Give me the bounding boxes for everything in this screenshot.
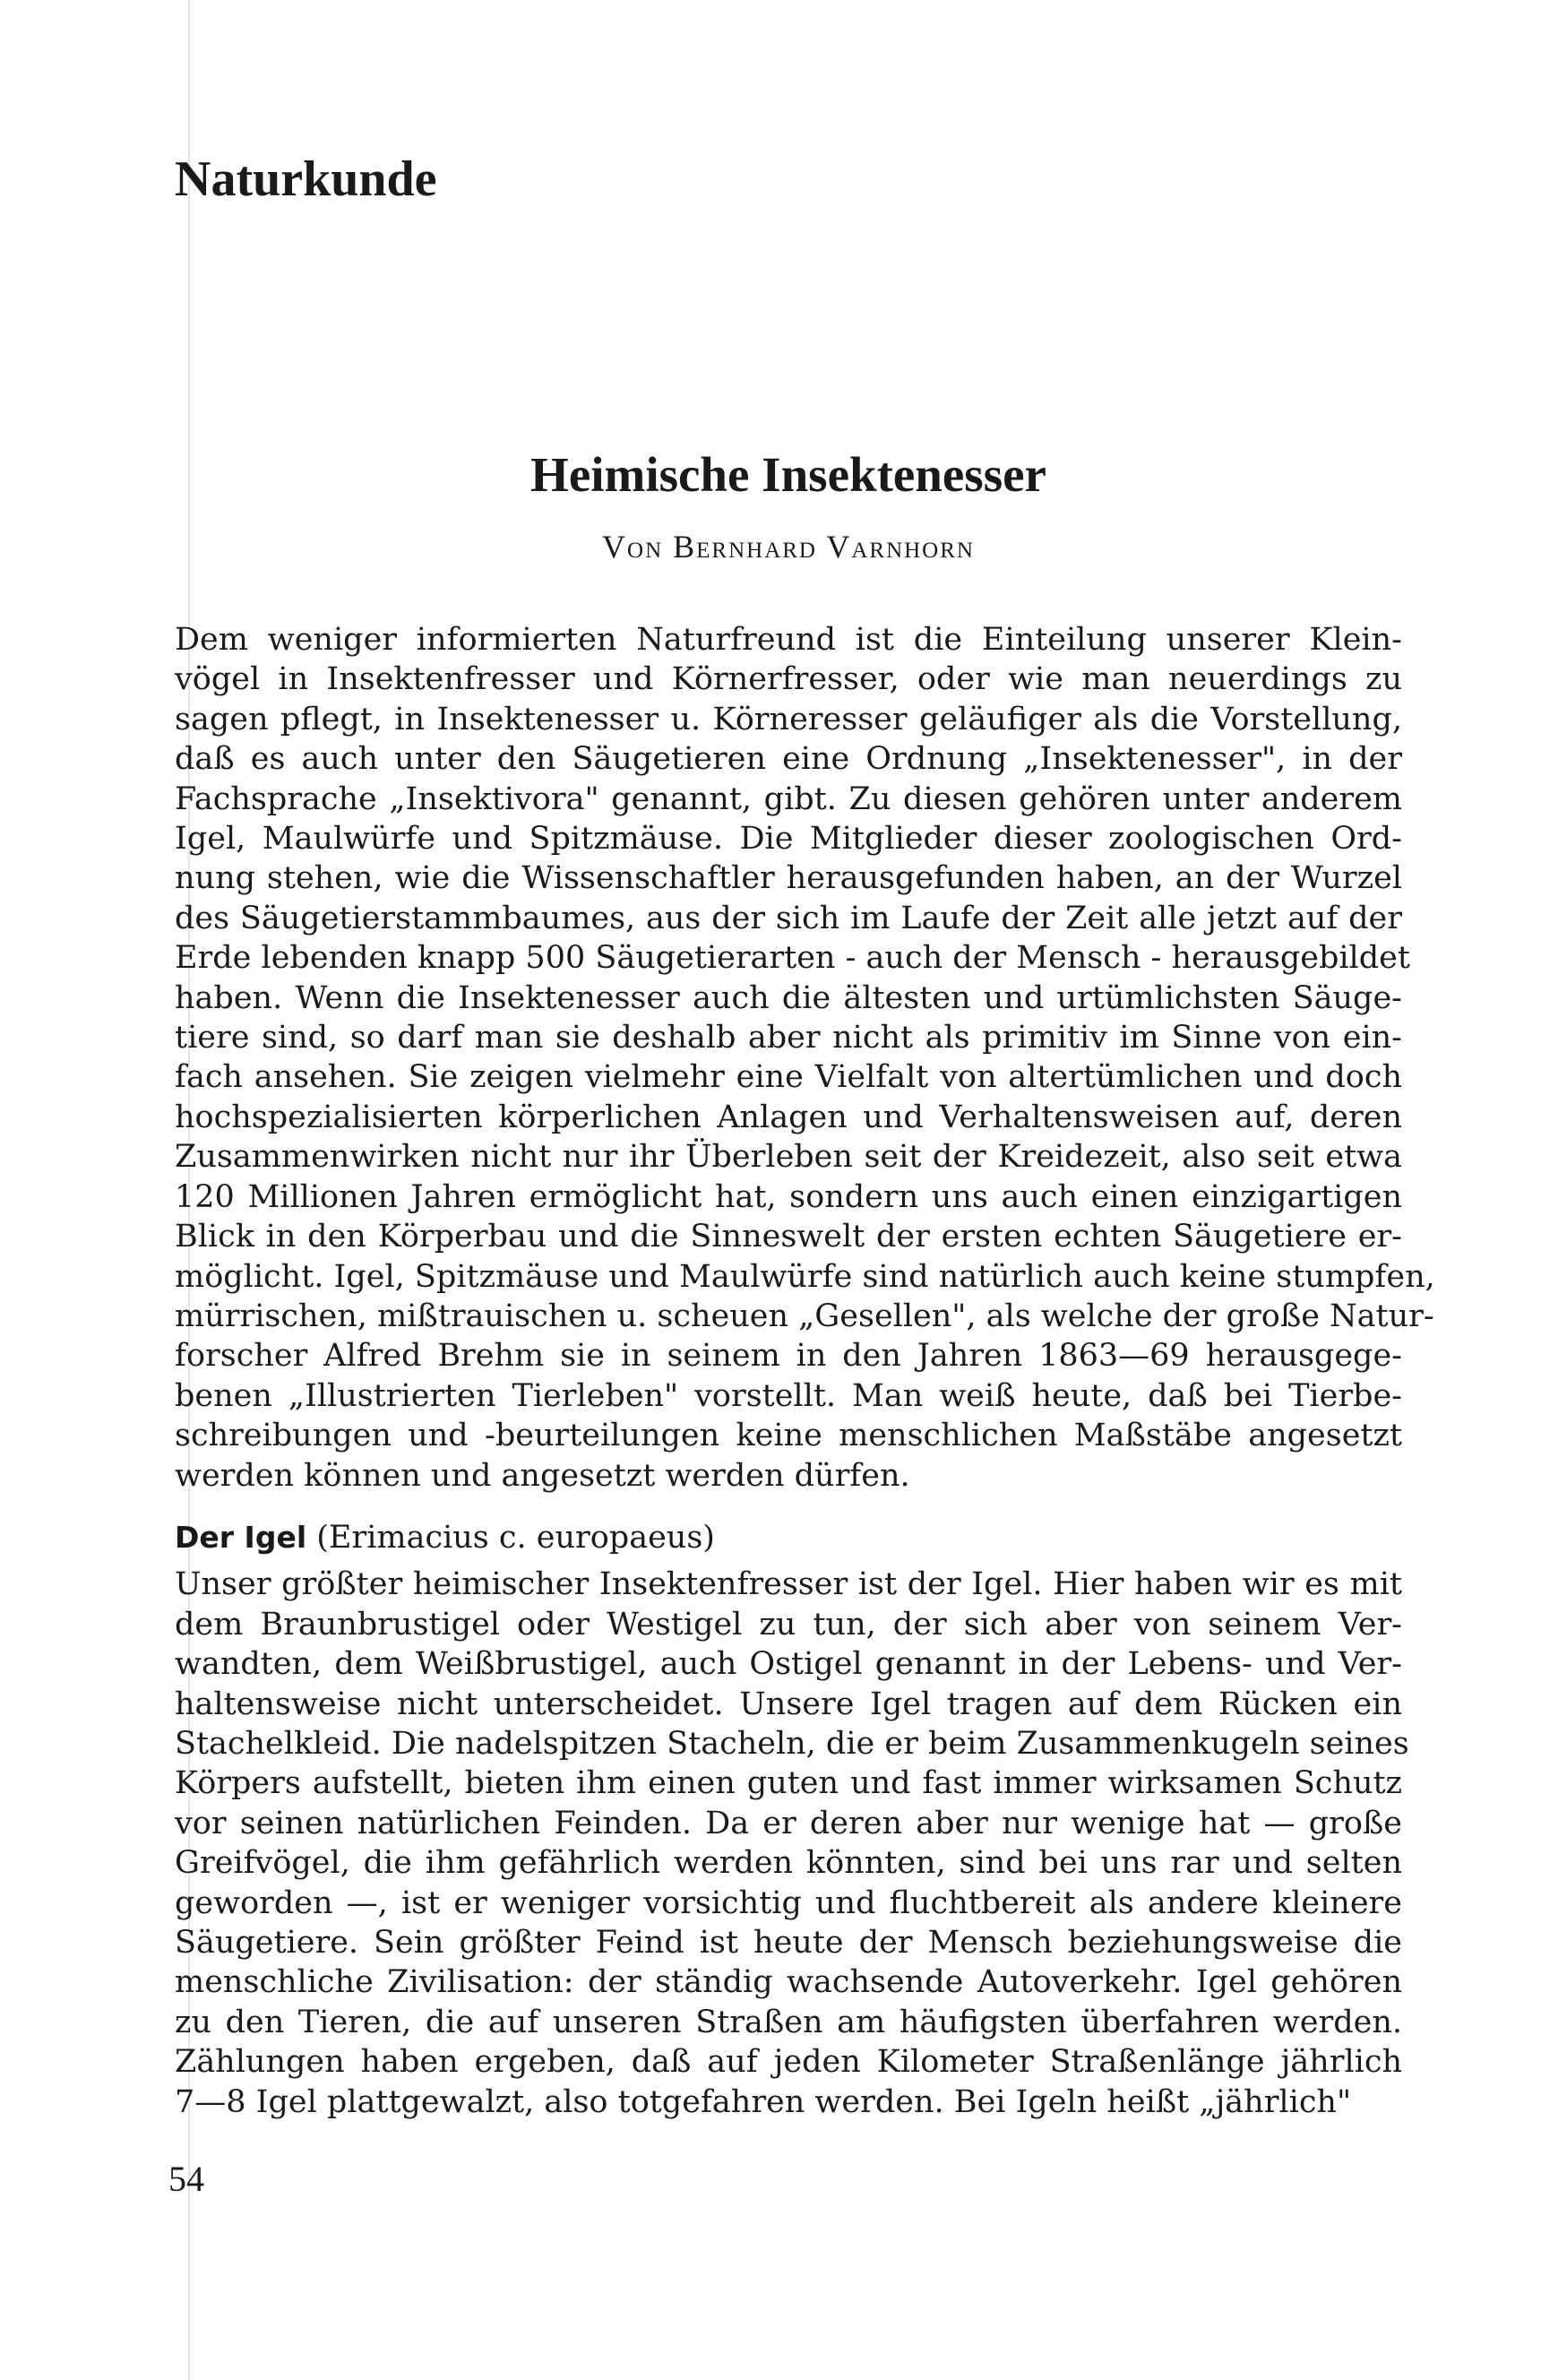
text-line: hochspezialisierten körperlichen Anlagen und Verhaltensweisen auf, deren <box>175 1099 1402 1135</box>
text-line: menschliche Zivilisation: der ständig wachsende Autoverkehr. Igel gehören <box>175 1964 1402 2001</box>
author-byline: Von Bernhard Varnhorn <box>602 529 975 565</box>
text-line: fach ansehen. Sie zeigen vielmehr eine Vielfalt von altertümlichen und doch <box>175 1059 1402 1096</box>
text-line: haltensweise nicht unterscheidet. Unsere Igel tragen auf dem Rücken ein <box>175 1686 1402 1722</box>
paragraph-hedgehog <box>175 1565 1409 2122</box>
text-line: mürrischen, mißtrauischen u. scheuen „Gesellen", als welche der große Natur- <box>175 1298 1434 1334</box>
text-line: geworden —, ist er weniger vorsichtig und fluchtbereit als andere kleinere <box>175 1884 1402 1921</box>
text-line: Igel, Maulwürfe und Spitzmäuse. Die Mitglieder dieser zoologischen Ord- <box>175 821 1402 858</box>
text-line: 120 Millionen Jahren ermöglicht hat, sondern uns auch einen einzigartigen <box>175 1178 1402 1215</box>
text-line: werden können und angesetzt werden dürfen. <box>175 1457 910 1494</box>
text-line: Körpers aufstellt, bieten ihm einen guten und fast immer wirksamen Schutz <box>175 1765 1402 1802</box>
text-line: benen „Illustrierten Tierleben" vorstellt. Man weiß heute, daß bei Tierbe- <box>175 1377 1402 1414</box>
text-line: möglicht. Igel, Spitzmäuse und Maulwürfe sind natürlich auch keine stumpfen, <box>175 1258 1435 1295</box>
text-line: dem Braunbrustigel oder Westigel zu tun, der sich aber von seinem Ver- <box>175 1606 1402 1643</box>
text-line: 7—8 Igel plattgewalzt, also totgefahren werden. Bei Igeln heißt „jährlich" <box>175 2083 1352 2120</box>
text-line: Unser größter heimischer Insektenfresser ist der Igel. Hier haben wir es mit <box>175 1566 1402 1603</box>
page-number: 54 <box>168 2159 204 2199</box>
text-line: Blick in den Körperbau und die Sinneswelt der ersten echten Säugetiere er- <box>175 1219 1402 1255</box>
text-line: sagen pflegt, in Insektenesser u. Körneresser geläufiger als die Vorstellung, <box>175 701 1402 737</box>
subheading-latin-name: (Erimacius c. europaeus) <box>316 1519 715 1556</box>
section-title: Naturkunde <box>175 151 437 207</box>
text-line: Erde lebenden knapp 500 Säugetierarten - auch der Mensch - herausgebildet <box>175 940 1410 977</box>
text-line: vögel in Insektenfresser und Körnerfresser, oder wie man neuerdings zu <box>175 661 1402 698</box>
text-line: des Säugetierstammbaumes, aus der sich im Laufe der Zeit alle jetzt auf der <box>175 900 1402 936</box>
text-line: Säugetiere. Sein größter Feind ist heute der Mensch beziehungsweise die <box>175 1925 1402 1961</box>
text-line: Fachsprache „Insektivora" genannt, gibt. Zu diesen gehören unter anderem <box>175 780 1402 817</box>
text-line: nung stehen, wie die Wissenschaftler herausgefunden haben, an der Wurzel <box>175 860 1402 897</box>
text-line: Zusammenwirken nicht nur ihr Überleben seit der Kreidezeit, also seit etwa <box>175 1139 1402 1176</box>
text-line: Greifvögel, die ihm gefährlich werden könnten, sind bei uns rar und selten <box>175 1845 1402 1882</box>
text-line: tiere sind, so darf man sie deshalb aber nicht als primitiv im Sinne von ein- <box>175 1020 1402 1056</box>
text-line: Zählungen haben ergeben, daß auf jeden Kilometer Straßenlänge jährlich <box>175 2044 1402 2081</box>
article-title: Heimische Insektenesser <box>530 447 1046 502</box>
text-line: forscher Alfred Brehm sie in seinem in den Jahren 1863—69 herausgege- <box>175 1338 1402 1375</box>
text-line: zu den Tieren, die auf unseren Straßen am häufigsten überfahren werden. <box>175 2004 1402 2040</box>
text-line: schreibungen und -beurteilungen keine menschlichen Maßstäbe angesetzt <box>175 1418 1402 1454</box>
article-body <box>175 620 1435 2122</box>
text-line: daß es auch unter den Säugetieren eine Ordnung „Insektenesser", in der <box>175 741 1402 778</box>
text-line: vor seinen natürlichen Feinden. Da er deren aber nur wenige hat — große <box>175 1805 1402 1841</box>
text-line: Stachelkleid. Die nadelspitzen Stacheln, die er beim Zusammenkugeln seines <box>175 1725 1409 1762</box>
subheading-title: Der Igel <box>175 1519 307 1555</box>
paragraph-intro <box>175 620 1435 1496</box>
text-line: Dem weniger informierten Naturfreund ist die Einteilung unserer Klein- <box>175 622 1402 658</box>
text-line: haben. Wenn die Insektenesser auch die ältesten und urtümlichsten Säuge- <box>175 979 1402 1016</box>
subheading-hedgehog <box>175 1518 1402 1557</box>
text-line: wandten, dem Weißbrustigel, auch Ostigel genannt in der Lebens- und Ver- <box>175 1646 1402 1683</box>
